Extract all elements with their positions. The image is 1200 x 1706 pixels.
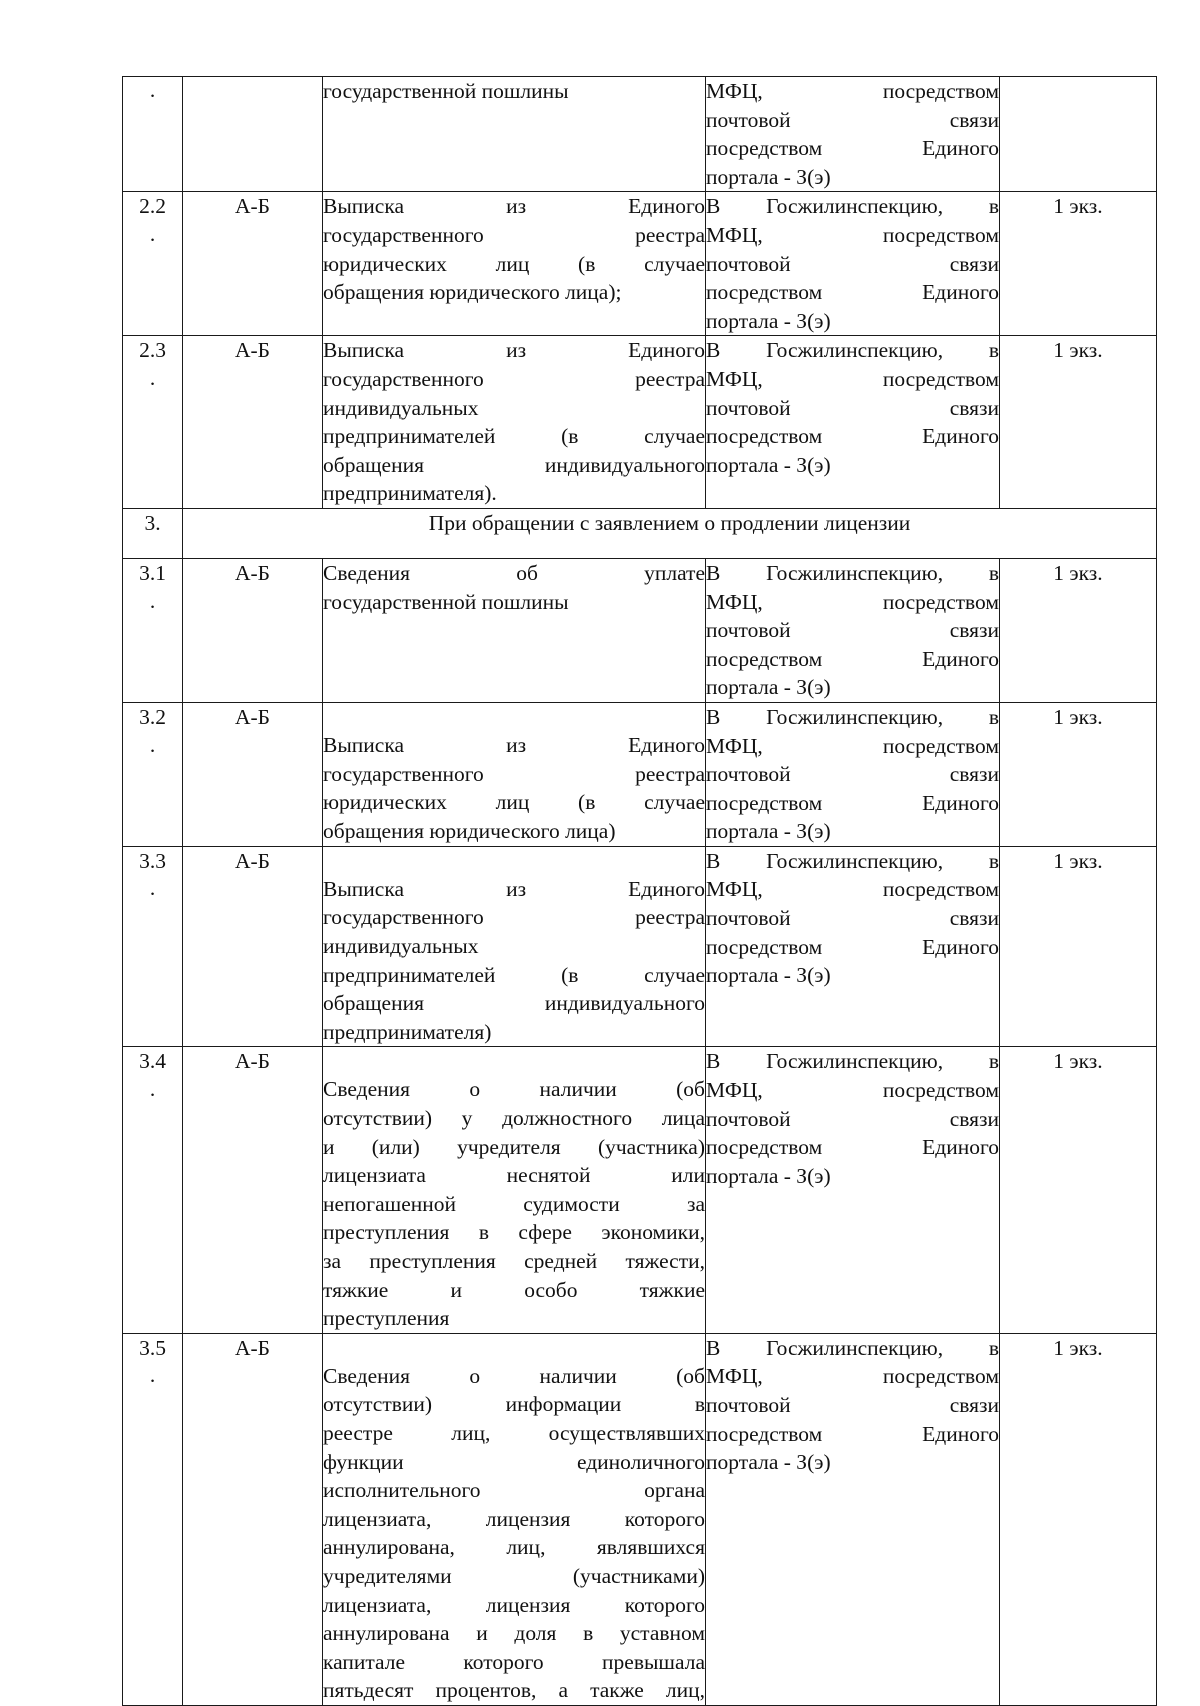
row-code: А-Б	[183, 846, 323, 1047]
document-name-line: аннулирована и доля в уставном	[323, 1621, 705, 1646]
document-name-line: капитале которого превышала	[323, 1649, 705, 1674]
submission-line: почтовой связи	[706, 762, 999, 787]
document-name-line: обращения индивидуального	[323, 991, 705, 1016]
document-name-line: Выписка из Единого	[323, 732, 705, 757]
section-number: 3.	[123, 508, 183, 558]
row-number-value: 3.4	[139, 1049, 166, 1074]
copies-count: 1 экз.	[1000, 1047, 1157, 1333]
submission-line: МФЦ, посредством	[706, 589, 999, 614]
row-number-dot: .	[149, 588, 156, 613]
submission-place	[706, 192, 1000, 336]
copies-count: 1 экз.	[1000, 192, 1157, 336]
submission-line: В Госжилинспекцию, в	[706, 338, 999, 363]
submission-line: портала - З(э)	[706, 452, 831, 477]
row-number-value: 2.3	[139, 338, 166, 363]
submission-line: В Госжилинспекцию, в	[706, 704, 999, 729]
document-name-line: отсутствии) информации в	[323, 1392, 705, 1417]
table-row	[123, 1333, 1157, 1705]
document-name-line: государственного реестра	[323, 761, 705, 786]
document-name-line: преступления	[323, 1306, 450, 1331]
submission-line: МФЦ, посредством	[706, 877, 999, 902]
document-name-line: пятьдесят процентов, а также лиц,	[323, 1678, 705, 1703]
submission-line: портала - З(э)	[706, 164, 831, 189]
submission-line: почтовой связи	[706, 906, 999, 931]
submission-place	[706, 702, 1000, 846]
document-name-line: государственной пошлины	[323, 589, 569, 614]
document-name	[323, 1047, 706, 1333]
document-name-line: индивидуальных	[323, 395, 479, 420]
document-name	[323, 558, 706, 702]
copies-count: 1 экз.	[1000, 336, 1157, 509]
submission-line: посредством Единого	[706, 790, 999, 815]
row-code	[183, 77, 323, 192]
submission-line: МФЦ, посредством	[706, 1078, 999, 1103]
document-name-line: аннулирована, лиц, являвшихся	[323, 1535, 705, 1560]
document-name-line: юридических лиц (в случае	[323, 251, 705, 276]
submission-line: портала - З(э)	[706, 1450, 831, 1475]
submission-line: портала - З(э)	[706, 308, 831, 333]
row-code: А-Б	[183, 336, 323, 509]
document-name-line: Выписка из Единого	[323, 876, 705, 901]
row-number	[123, 192, 183, 336]
document-name-line: индивидуальных	[323, 934, 479, 959]
table-row	[123, 846, 1157, 1047]
document-name-line: обращения юридического лица)	[323, 818, 616, 843]
submission-place	[706, 1333, 1000, 1705]
submission-place	[706, 77, 1000, 192]
submission-line: портала - З(э)	[706, 819, 831, 844]
submission-line: посредством Единого	[706, 934, 999, 959]
table-row	[123, 702, 1157, 846]
document-name-line: реестре лиц, осуществлявших	[323, 1420, 705, 1445]
row-number	[123, 846, 183, 1047]
row-number-dot: .	[149, 732, 156, 757]
document-name-line: предпринимателей (в случае	[323, 424, 705, 449]
row-number	[123, 336, 183, 509]
document-name-line: лицензиата, лицензия которого	[323, 1506, 705, 1531]
documents-table	[122, 76, 1157, 1706]
row-number-value: 3.1	[139, 560, 166, 585]
submission-place	[706, 1047, 1000, 1333]
document-name-line: функции единоличного	[323, 1449, 705, 1474]
document-name	[323, 192, 706, 336]
submission-line: В Госжилинспекцию, в	[706, 194, 999, 219]
row-number-value: 3.3	[139, 848, 166, 873]
submission-line: почтовой связи	[706, 618, 999, 643]
document-name-line: исполнительного органа	[323, 1478, 705, 1503]
submission-line: МФЦ, посредством	[706, 222, 999, 247]
submission-line: портала - З(э)	[706, 963, 831, 988]
document-name-line: за преступления средней тяжести,	[323, 1249, 705, 1273]
submission-line: В Госжилинспекцию, в	[706, 1335, 999, 1360]
row-code: А-Б	[183, 1047, 323, 1333]
document-name-line: обращения юридического лица);	[323, 280, 622, 305]
document-name-line: Сведения об уплате	[323, 560, 705, 585]
row-number	[123, 77, 183, 192]
submission-line: МФЦ, посредством	[706, 366, 999, 391]
document-name-line: Сведения о наличии (об	[323, 1363, 705, 1388]
document-name-line: учредителями (участниками)	[323, 1563, 705, 1588]
document-name-line: непогашенной судимости за	[323, 1191, 705, 1216]
document-name	[323, 846, 706, 1047]
document-name-line: предпринимателя)	[323, 1019, 492, 1044]
row-number-value: 2.2	[139, 194, 166, 219]
row-number	[123, 1047, 183, 1333]
section-title: При обращении с заявлением о продлении лицензии	[183, 508, 1157, 558]
copies-count: 1 экз.	[1000, 1333, 1157, 1705]
document-name-line: государственного реестра	[323, 222, 705, 247]
row-code: А-Б	[183, 192, 323, 336]
copies-count	[1000, 77, 1157, 192]
table-row	[123, 558, 1157, 702]
submission-line: МФЦ, посредством	[706, 733, 999, 758]
document-name	[323, 1333, 706, 1705]
submission-line: В Госжилинспекцию, в	[706, 848, 999, 873]
submission-place	[706, 846, 1000, 1047]
row-number-dot: .	[149, 221, 156, 246]
submission-line: посредством Единого	[706, 646, 999, 671]
submission-line: почтовой связи	[706, 395, 999, 420]
row-number-dot: .	[149, 1363, 156, 1388]
document-name-line: обращения индивидуального	[323, 452, 705, 477]
document-name	[323, 77, 706, 192]
submission-line: почтовой связи	[706, 251, 999, 276]
document-name	[323, 336, 706, 509]
table-row	[123, 192, 1157, 336]
copies-count: 1 экз.	[1000, 702, 1157, 846]
row-number-value: 3.2	[139, 704, 166, 729]
row-number-dot: .	[149, 365, 156, 390]
document-name-line: предпринимателя).	[323, 481, 497, 506]
row-number	[123, 1333, 183, 1705]
row-code: А-Б	[183, 1333, 323, 1705]
copies-count: 1 экз.	[1000, 558, 1157, 702]
row-number-dot: .	[149, 1077, 156, 1102]
row-number-dot: .	[149, 876, 156, 901]
submission-line: посредством Единого	[706, 1421, 999, 1446]
submission-line: В Госжилинспекцию, в	[706, 560, 999, 585]
row-number	[123, 558, 183, 702]
document-name-line: отсутствии) у должностного лица	[323, 1106, 705, 1131]
table-row	[123, 77, 1157, 192]
submission-line: почтовой связи	[706, 107, 999, 132]
document-name-line: лицензиата неснятой или	[323, 1163, 705, 1188]
document-name-line: и (или) учредителя (участника)	[323, 1134, 705, 1159]
document-name-line: преступления в сфере экономики,	[323, 1220, 705, 1245]
submission-line: почтовой связи	[706, 1106, 999, 1131]
submission-line: портала - З(э)	[706, 1163, 831, 1188]
document-name-line: тяжкие и особо тяжкие	[323, 1277, 705, 1302]
submission-place	[706, 558, 1000, 702]
document-name-line: предпринимателей (в случае	[323, 962, 705, 987]
document-name-line: государственной пошлины	[323, 79, 569, 103]
document-name-line: государственного реестра	[323, 366, 705, 391]
table-row	[123, 336, 1157, 509]
document-page	[122, 76, 1156, 1706]
row-code: А-Б	[183, 558, 323, 702]
document-name-line: юридических лиц (в случае	[323, 790, 705, 815]
document-name	[323, 702, 706, 846]
submission-line: портала - З(э)	[706, 675, 831, 700]
submission-line: посредством Единого	[706, 1135, 999, 1160]
row-number	[123, 702, 183, 846]
submission-place	[706, 336, 1000, 509]
submission-line: почтовой связи	[706, 1392, 999, 1417]
document-name-line: Выписка из Единого	[323, 194, 705, 219]
submission-line: посредством Единого	[706, 424, 999, 449]
document-name-line: государственного реестра	[323, 905, 705, 930]
document-name-line: Сведения о наличии (об	[323, 1077, 705, 1102]
submission-line: МФЦ, посредством	[706, 79, 999, 103]
submission-line: В Госжилинспекцию, в	[706, 1049, 999, 1074]
row-code: А-Б	[183, 702, 323, 846]
row-number-value: 3.5	[139, 1335, 166, 1360]
submission-line: посредством Единого	[706, 280, 999, 305]
submission-line: МФЦ, посредством	[706, 1364, 999, 1389]
document-name-line: Выписка из Единого	[323, 338, 705, 363]
row-number-dot: .	[149, 78, 156, 102]
section-header-row	[123, 508, 1157, 558]
submission-line: посредством Единого	[706, 136, 999, 161]
table-row	[123, 1047, 1157, 1333]
copies-count: 1 экз.	[1000, 846, 1157, 1047]
document-name-line: лицензиата, лицензия которого	[323, 1592, 705, 1617]
